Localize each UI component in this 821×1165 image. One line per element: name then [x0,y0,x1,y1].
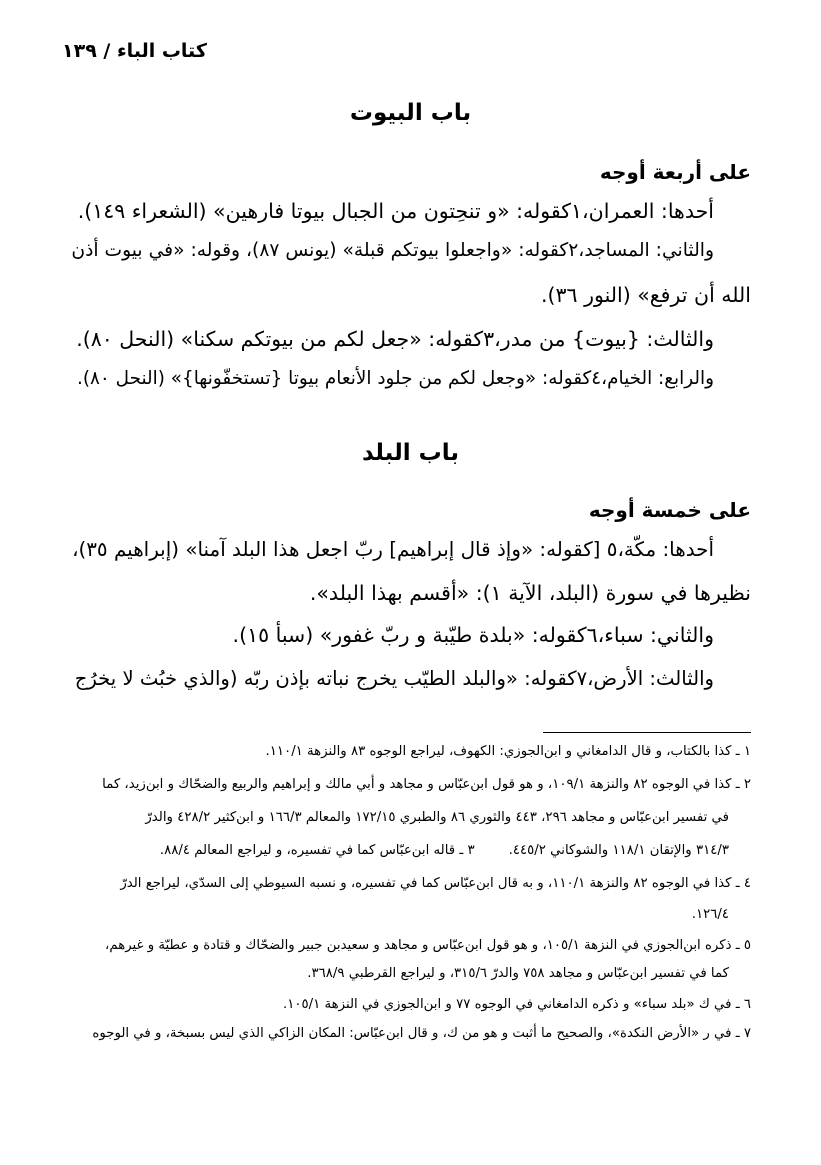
footnote-2-end: ٣١٤/٣ والإتقان ١١٨/١ والشوكاني ٤٤٥/٢. [508,843,729,858]
footnote-6: ٦ ـ في ك «بلد سباء» و ذكره الدامغاني في الوجوه ٧٧ و ابن‌الجوزي في النزهة ١٠٥/١. [282,997,751,1012]
page-number: كتاب الباء / ١٣٩ [62,40,207,62]
footnote-2: ٢ ـ كذا في الوجوه ٨٢ والنزهة ١٠٩/١، و هو قول ابن‌عبّاس و مجاهد و أبي مالك و إبراهيم والربيع والضحّاك و ابن‌زيد، كما [102,777,751,792]
subheading-five-aspects: على خمسة أوجه [588,498,751,522]
paragraph-line: والرابع: الخيام،٤كقوله: «وجعل لكم من جلود الأنعام بيوتا {تستخفّونها}» (النحل ٨٠). [77,368,714,389]
running-header [62,40,759,74]
subheading-four-aspects: على أربعة أوجه [599,160,751,184]
paragraph-line: والثاني: سباء،٦كقوله: «بلدة طيّبة و ربّ غفور» (سبأ ١٥). [232,623,714,647]
footnote-1: ١ ـ كذا بالكتاب، و قال الدامغاني و ابن‌الجوزي: الكهوف، ليراجع الوجوه ٨٣ والنزهة ١١٠/١. [265,744,751,759]
paragraph-line: أحدها: مكّة،٥ [كقوله: «وإذ قال إبراهيم] ربّ اجعل هذا البلد آمنا» (إبراهيم ٣٥)، [72,538,714,561]
paragraph-line: والثالث: {بيوت} من مدر،٣كقوله: «جعل لكم من بيوتكم سكنا» (النحل ٨٠). [76,327,714,351]
footnote-7: ٧ ـ في ر «الأرض النكدة»، والصحيح ما أثبت و هو من ك، و قال ابن‌عبّاس: المكان الزاكي الذي ليس بسبخة، و في الوجوه [92,1026,751,1041]
footnote-2-continuation: في تفسير ابن‌عبّاس و مجاهد ٢٩٦، ٤٤٣ والثوري ٨٦ والطبري ١٧٢/١٥ والمعالم ١٦٦/٣ و ابن‌كثير ٤٢٨/٢ والدرّ [145,810,729,825]
footnote-5: ٥ ـ ذكره ابن‌الجوزي في النزهة ١٠٥/١، و هو قول ابن‌عبّاس و مجاهد و سعيدبن جبير والضحّاك و قتادة و عطيّة و غيرهم، [105,938,751,953]
paragraph-line: والثاني: المساجد،٢كقوله: «واجعلوا بيوتكم قبلة» (يونس ٨٧)، وقوله: «في بيوت أذن [71,240,714,261]
paragraph-line: والثالث: الأرض،٧كقوله: «والبلد الطيّب يخرج نباته بإذن ربّه (والذي خبُث لا يخرُج [74,667,714,690]
footnote-5-continuation: كما في تفسير ابن‌عبّاس و مجاهد ٧٥٨ والدرّ ٣١٥/٦، و ليراجع القرطبي ٣٦٨/٩. [307,966,729,981]
paragraph-line: نظيرها في سورة (البلد، الآية ١): «أقسم بهذا البلد». [309,581,751,605]
footnote-line [66,840,729,862]
footnote-4: ٤ ـ كذا في الوجوه ٨٢ والنزهة ١١٠/١، و به قال ابن‌عبّاس كما في تفسيره، و نسبه السيوطي إلى السدّي، ليراجع الدرّ [120,876,751,891]
footnote-4-continuation: ١٢٦/٤. [691,907,729,922]
section-title-balad: باب البلد [362,440,459,466]
section-title-buyut: باب البيوت [349,100,472,126]
paragraph-line: الله أن ترفع» (النور ٣٦). [541,283,751,307]
footnote-separator [543,732,751,733]
footnote-3: ٣ ـ قاله ابن‌عبّاس كما في تفسيره، و ليراجع المعالم ٨٨/٤. [159,843,475,858]
paragraph-line: أحدها: العمران،١كقوله: «و تنحِتون من الجبال بيوتا فارهين» (الشعراء ١٤٩). [77,199,714,223]
